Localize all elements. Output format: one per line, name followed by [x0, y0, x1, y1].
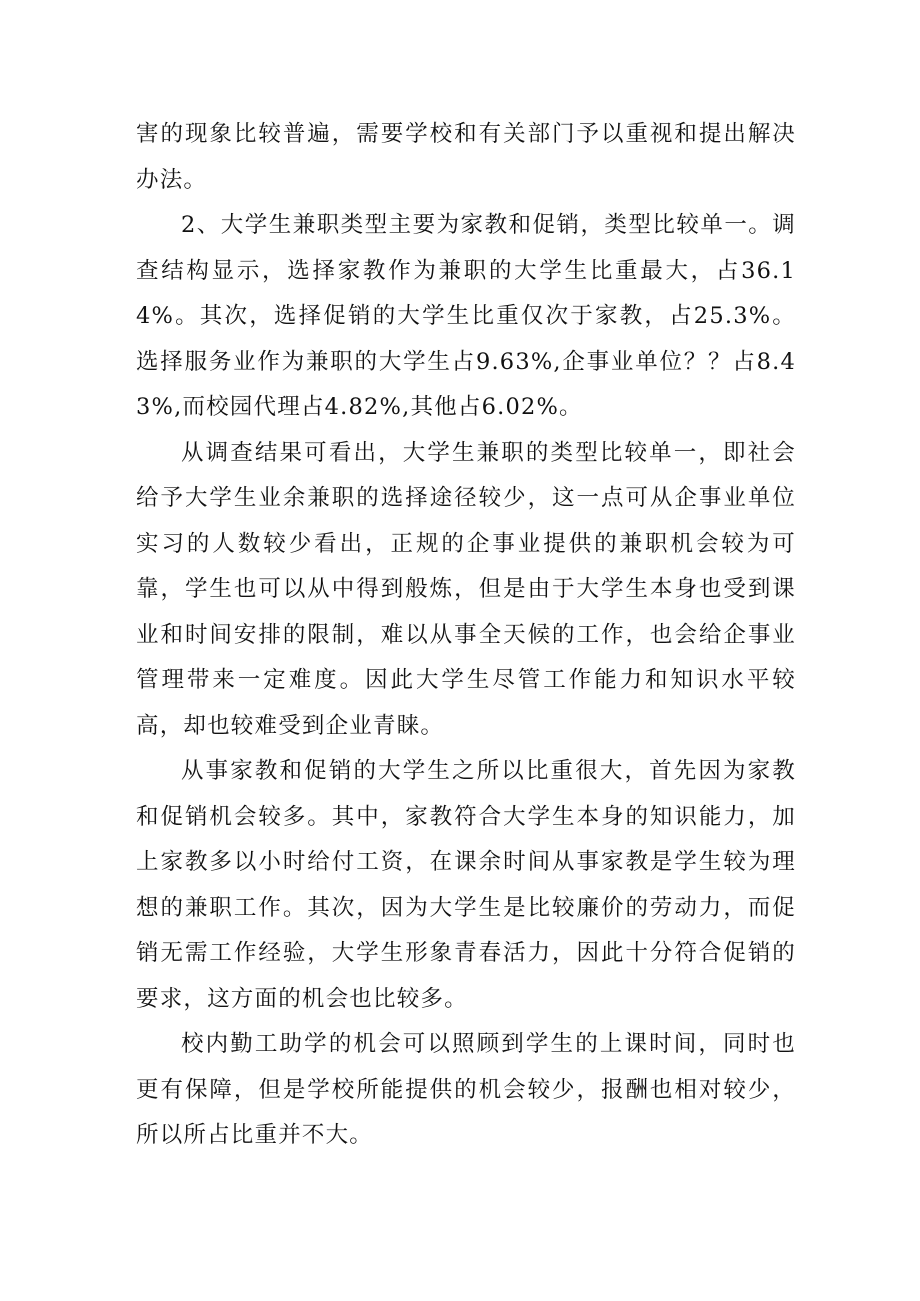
- paragraph-campus-work-study: 校内勤工助学的机会可以照顾到学生的上课时间，同时也更有保障，但是学校所能提供的机会较少，报酬也相对较少，所以所占比重并不大。: [136, 1031, 796, 1148]
- paragraph-tutoring-promotion: 从事家教和促销的大学生之所以比重很大，首先因为家教和促销机会较多。其中，家教符合大学生本身的知识能力，加上家教多以小时给付工资，在课余时间从事家教是学生较为理想的兼职工作。其次，因为大学生是比较廉价的劳动力，而促销无需工作经验，大学生形象青春活力，因此十分符合促销的要求，这方面的机会也比较多。: [136, 758, 796, 1012]
- paragraph-part-time-types: 2、大学生兼职类型主要为家教和促销，类型比较单一。调查结构显示，选择家教作为兼职的大学生比重最大，占36.14%。其次，选择促销的大学生比重仅次于家教，占25.3%。选择服务业作为兼职的大学生占9.63%,企事业单位？？占8.43%,而校园代理占4.82%,其他占6.02%。: [136, 212, 796, 420]
- paragraph-survey-findings: 从调查结果可看出，大学生兼职的类型比较单一，即社会给予大学生业余兼职的选择途径较少，这一点可从企事业单位实习的人数较少看出，正规的企事业提供的兼职机会较为可靠，学生也可以从中得到般炼，但是由于大学生本身也受到课业和时间安排的限制，难以从事全天候的工作，也会给企事业管理带来一定难度。因此大学生尽管工作能力和知识水平较高，却也较难受到企业青睐。: [136, 439, 796, 739]
- paragraph-continuation: 害的现象比较普遍，需要学校和有关部门予以重视和提出解决办法。: [136, 121, 796, 193]
- document-page: [136, 112, 796, 1159]
